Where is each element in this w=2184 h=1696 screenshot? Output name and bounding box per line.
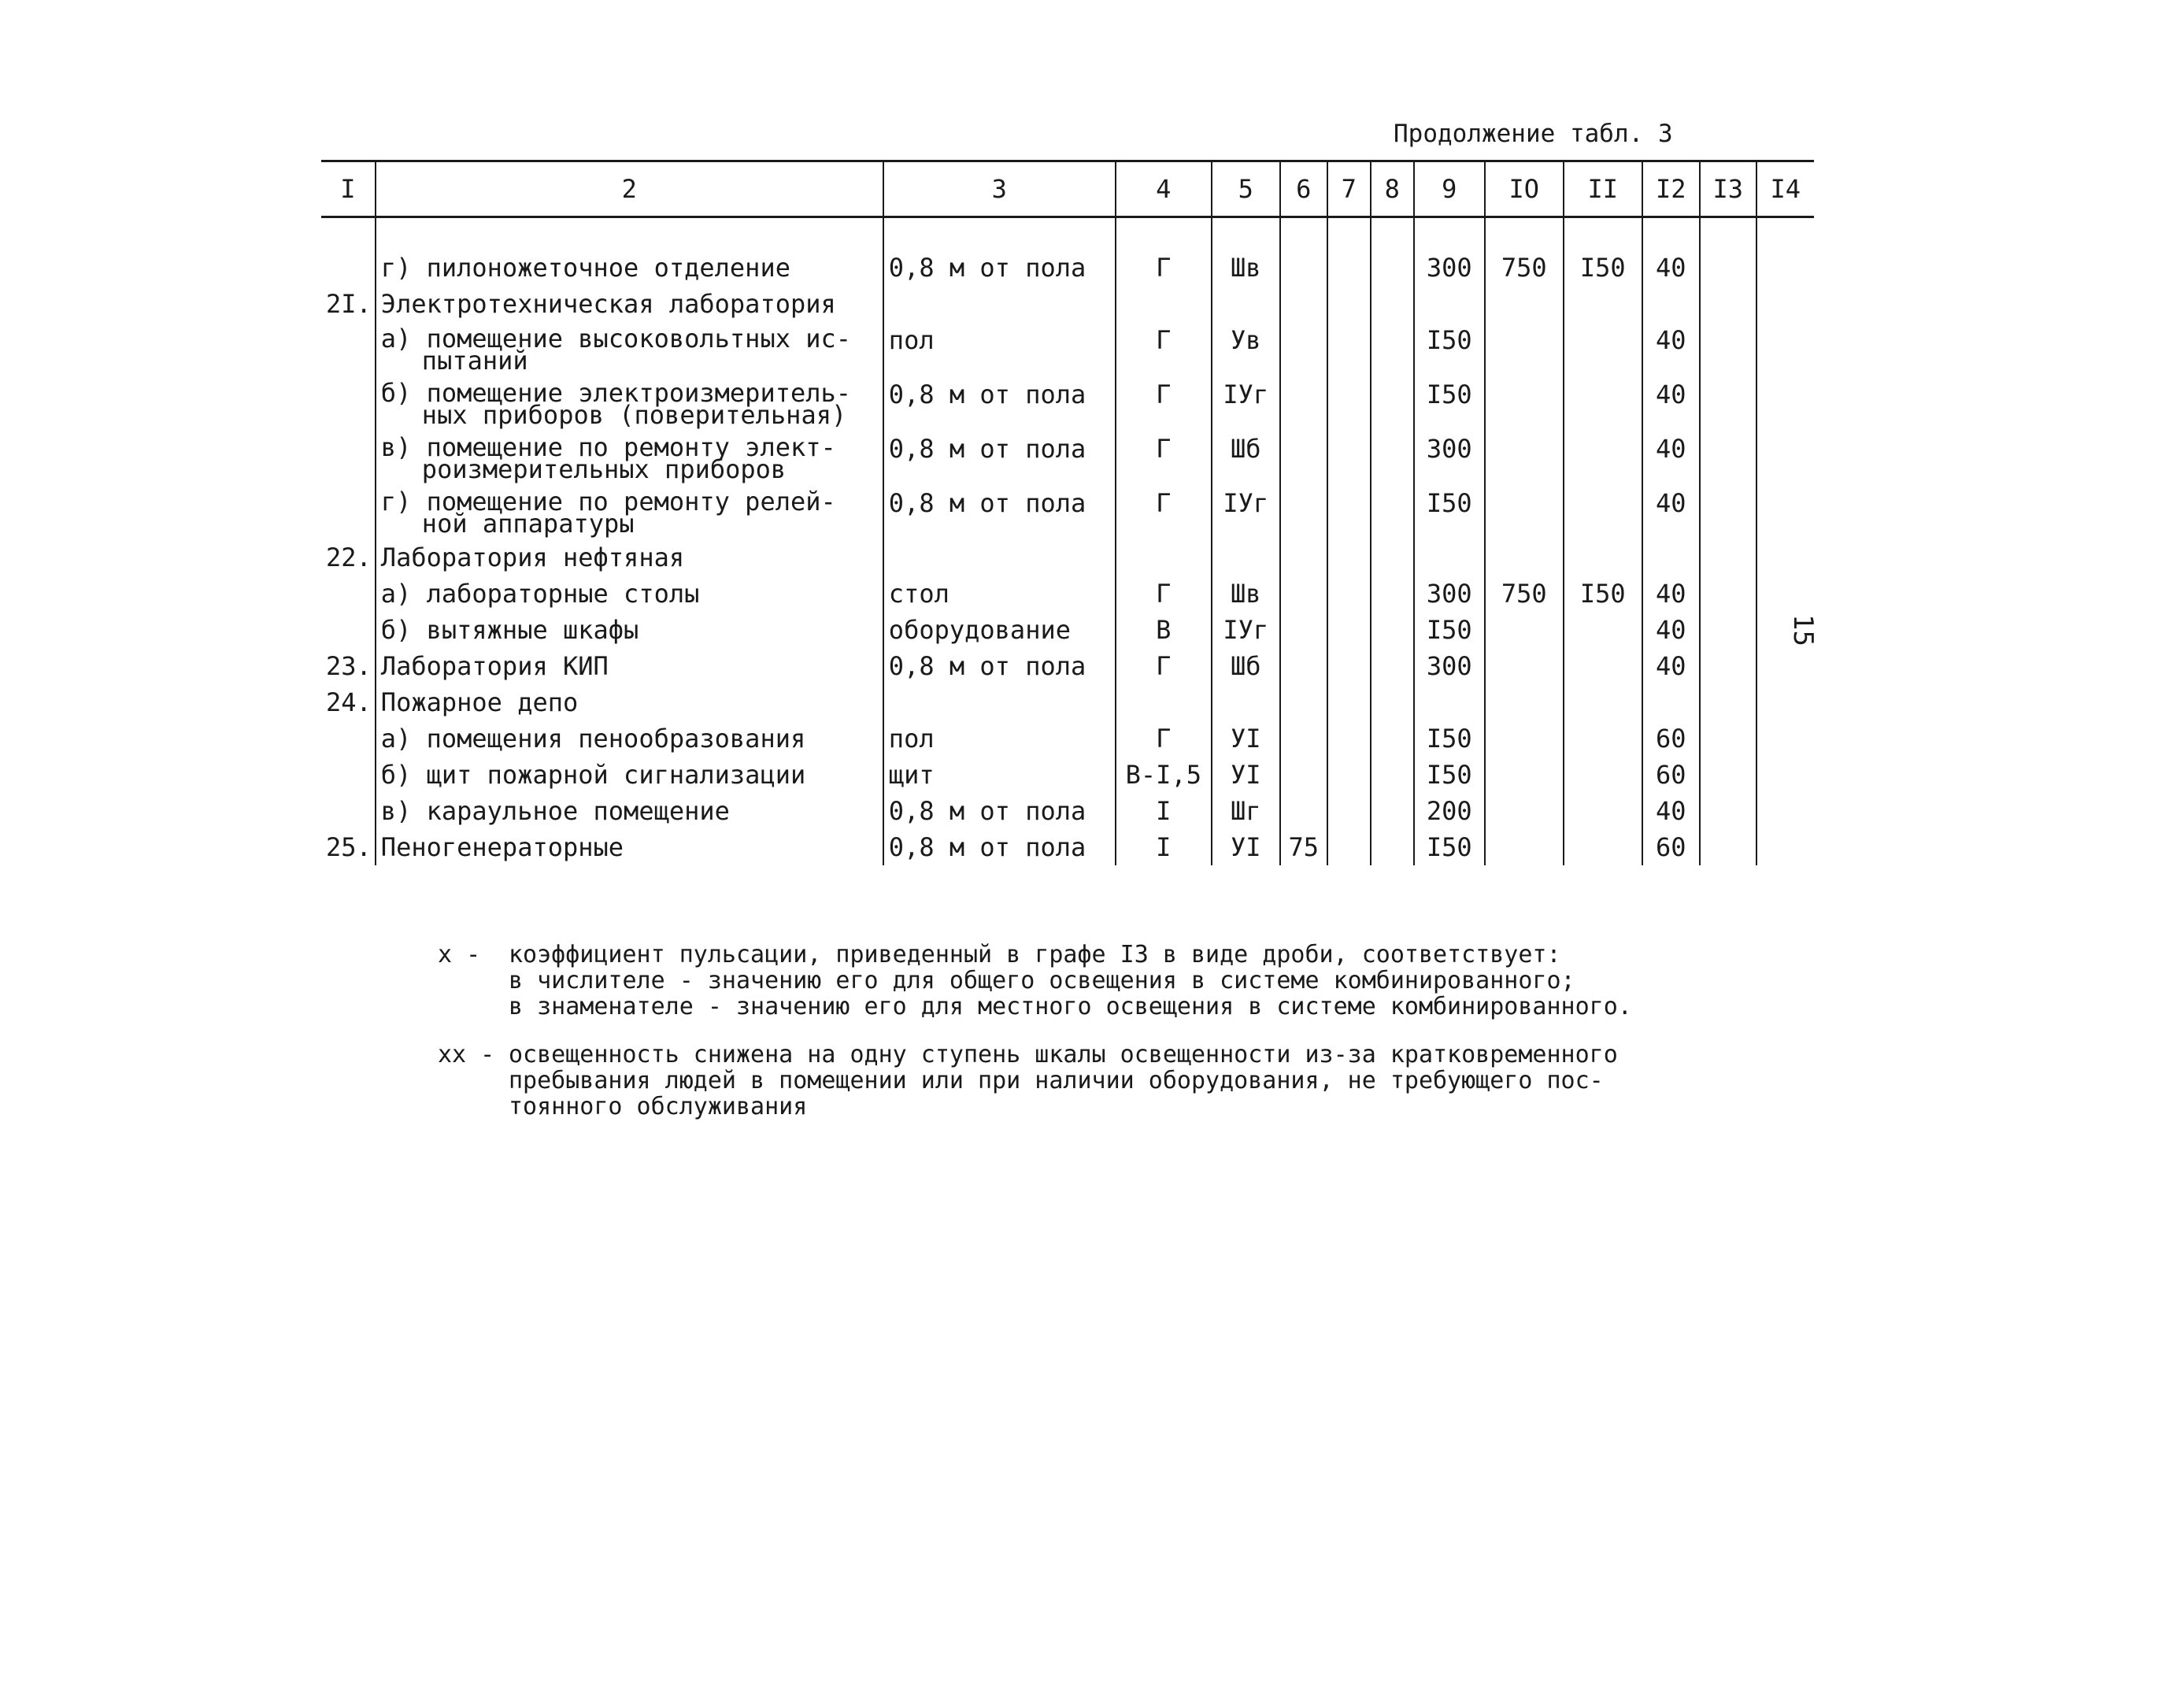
table-cell: [1280, 431, 1327, 485]
table-cell: [1756, 648, 1814, 684]
table-cell: [321, 376, 376, 431]
table-cell: 40: [1642, 322, 1700, 376]
table-cell: [1327, 720, 1371, 757]
table-cell: 25.: [326, 832, 372, 862]
column-header: I2: [1642, 161, 1700, 217]
table-cell: 40: [1642, 648, 1700, 684]
table-cell: [1485, 648, 1564, 684]
table-cell: Г: [1116, 376, 1212, 431]
table-row: [321, 431, 1814, 485]
table-cell: [1756, 720, 1814, 757]
table-cell: IУг: [1212, 485, 1280, 539]
table-cell: Шв: [1212, 576, 1280, 612]
table-cell: [376, 829, 883, 865]
table-cell: [376, 793, 883, 829]
table-cell: 300: [1414, 250, 1485, 286]
header-row: [321, 161, 1814, 217]
column-header: 2: [376, 161, 883, 217]
table-row: [321, 376, 1814, 431]
table-row: [321, 684, 1814, 720]
table-cell: I50: [1414, 829, 1485, 865]
table-row: [321, 829, 1814, 865]
table-cell: 75: [1280, 829, 1327, 865]
table-cell: [376, 286, 883, 322]
table-cell: [1327, 793, 1371, 829]
table-cell: [1280, 648, 1327, 684]
table-cell: Г: [1116, 431, 1212, 485]
table-cell: [1564, 286, 1642, 322]
table-cell: [1371, 286, 1414, 322]
cell-line: б) вытяжные шкафы: [380, 615, 639, 645]
table-cell: [1327, 539, 1371, 576]
table-cell: оборудование: [883, 612, 1116, 648]
footnote-line: освещенность снижена на одну ступень шкалы освещенности из-за кратковременного: [509, 1041, 1618, 1068]
table-cell: [1371, 612, 1414, 648]
table-cell: [1756, 250, 1814, 286]
column-header: 9: [1414, 161, 1485, 217]
table-cell: [1371, 757, 1414, 793]
footnote-line: пребывания людей в помещении или при наличии оборудования, не требующего пос-: [509, 1067, 1604, 1094]
table-cell: щит: [883, 757, 1116, 793]
table-cell: I50: [1564, 250, 1642, 286]
table-cell: 200: [1414, 793, 1485, 829]
table-cell: [1371, 539, 1414, 576]
table-cell: [1756, 485, 1814, 539]
table-cell: [1280, 612, 1327, 648]
table-cell: [1371, 376, 1414, 431]
cell-line: а) лабораторные столы: [380, 579, 700, 609]
cell-line: пытаний: [421, 346, 528, 376]
table-cell: [376, 648, 883, 684]
table-cell: 23.: [326, 651, 372, 681]
table-cell: [1280, 250, 1327, 286]
table-cell: 40: [1642, 485, 1700, 539]
table-row: [321, 286, 1814, 322]
table-row: [321, 576, 1814, 612]
table-cell: [1756, 757, 1814, 793]
cell-line: в) помещение по ремонту элект-: [380, 432, 836, 462]
table-cell: [1280, 376, 1327, 431]
table-cell: [1642, 286, 1700, 322]
table-cell: 0,8 м от пола: [883, 376, 1116, 431]
table-cell: [321, 612, 376, 648]
table-cell: [1371, 648, 1414, 684]
footnote: [438, 942, 1784, 1020]
table-cell: [1371, 576, 1414, 612]
table-cell: [1280, 684, 1327, 720]
spacer-row: [321, 217, 1814, 250]
table-cell: 22.: [326, 542, 372, 572]
table-cell: [1371, 485, 1414, 539]
table-cell: [1116, 684, 1212, 720]
table-cell: 60: [1642, 720, 1700, 757]
table-cell: [1280, 485, 1327, 539]
table-cell: [1564, 757, 1642, 793]
table-cell: УI: [1212, 757, 1280, 793]
table-cell: [321, 322, 376, 376]
table-cell: [1756, 829, 1814, 865]
table-cell: 0,8 м от пола: [883, 431, 1116, 485]
table-cell: [1564, 648, 1642, 684]
table-cell: [1700, 720, 1756, 757]
table-cell: [321, 757, 376, 793]
table-cell: 0,8 м от пола: [883, 485, 1116, 539]
table-cell: 0,8 м от пола: [883, 250, 1116, 286]
footnote-text: [509, 942, 1784, 1020]
table-cell: [1700, 829, 1756, 865]
table-cell: [376, 322, 883, 376]
cell-line: Лаборатория нефтяная: [380, 542, 685, 572]
table-cell: [1371, 431, 1414, 485]
table-cell: [1414, 684, 1485, 720]
table-cell: [1485, 612, 1564, 648]
table-cell: [1485, 793, 1564, 829]
table-cell: [376, 431, 883, 485]
table-cell: [1212, 684, 1280, 720]
table-cell: [1280, 793, 1327, 829]
table-cell: [1414, 286, 1485, 322]
table-cell: 0,8 м от пола: [883, 648, 1116, 684]
table-cell: УI: [1212, 829, 1280, 865]
footnote-text: [509, 1042, 1784, 1120]
table-row: [321, 793, 1814, 829]
table-cell: 40: [1642, 576, 1700, 612]
table-cell: 0,8 м от пола: [883, 829, 1116, 865]
table-cell: В-I,5: [1116, 757, 1212, 793]
table-cell: [321, 250, 376, 286]
table-cell: [883, 684, 1116, 720]
table-cell: I50: [1414, 485, 1485, 539]
table-cell: [1564, 829, 1642, 865]
table-cell: 40: [1642, 250, 1700, 286]
table-cell: 750: [1485, 250, 1564, 286]
table-cell: [1485, 286, 1564, 322]
table-cell: [1700, 684, 1756, 720]
table-cell: [321, 431, 376, 485]
cell-line: б) помещение электроизмеритель-: [380, 378, 852, 408]
table-cell: 300: [1414, 431, 1485, 485]
cell-line: а) помещения пенообразования: [380, 724, 806, 754]
table-cell: IУг: [1212, 376, 1280, 431]
table-cell: I: [1116, 793, 1212, 829]
footnote-line: коэффициент пульсации, приведенный в графе I3 в виде дроби, соответствует:: [509, 941, 1561, 968]
table-cell: [1371, 684, 1414, 720]
table-cell: [1280, 576, 1327, 612]
table-cell: I50: [1414, 757, 1485, 793]
table-cell: I: [1116, 829, 1212, 865]
table-cell: Г: [1116, 720, 1212, 757]
table-cell: 24.: [326, 687, 372, 717]
table-cell: [1564, 485, 1642, 539]
table-cell: [376, 757, 883, 793]
table-cell: [1327, 612, 1371, 648]
table-cell: [1700, 250, 1756, 286]
table-cell: [376, 485, 883, 539]
table-cell: [1485, 757, 1564, 793]
table-cell: IУг: [1212, 612, 1280, 648]
cell-line: роизмерительных приборов: [421, 454, 787, 484]
table-cell: I50: [1414, 322, 1485, 376]
table-cell: [883, 286, 1116, 322]
table-cell: [1700, 539, 1756, 576]
footnote-line: тоянного обслуживания: [509, 1093, 808, 1120]
cell-line: Лаборатория КИП: [380, 651, 609, 681]
footnotes: [438, 942, 1784, 1142]
table-cell: [1485, 485, 1564, 539]
column-header: II: [1564, 161, 1642, 217]
table-cell: Шб: [1212, 648, 1280, 684]
table-cell: 750: [1485, 576, 1564, 612]
table-cell: [1327, 485, 1371, 539]
table-cell: [1642, 539, 1700, 576]
table-cell: Г: [1116, 576, 1212, 612]
table-cell: [1700, 793, 1756, 829]
table-cell: [1485, 539, 1564, 576]
table-cell: [1327, 431, 1371, 485]
column-header: I4: [1756, 161, 1814, 217]
table-row: [321, 720, 1814, 757]
footnote-line: в знаменателе - значению его для местного освещения в системе комбинированного.: [509, 993, 1632, 1020]
table-row: [321, 612, 1814, 648]
table-cell: [1564, 431, 1642, 485]
table-cell: [1280, 322, 1327, 376]
table-cell: [1212, 286, 1280, 322]
footnote-mark: хх -: [438, 1041, 495, 1068]
table-cell: пол: [883, 720, 1116, 757]
table-cell: [1371, 250, 1414, 286]
table-cell: [1327, 829, 1371, 865]
table-row: [321, 539, 1814, 576]
table-cell: [1280, 757, 1327, 793]
table-cell: [1485, 322, 1564, 376]
table-cell: [1327, 250, 1371, 286]
table-cell: [1700, 286, 1756, 322]
table-cell: [1700, 757, 1756, 793]
cell-line: б) щит пожарной сигнализации: [380, 760, 806, 790]
table-cell: [376, 684, 883, 720]
page-number: 15: [1787, 614, 1819, 646]
table-cell: [1642, 684, 1700, 720]
column-header: 3: [883, 161, 1116, 217]
table-cell: [1700, 376, 1756, 431]
table-cell: 40: [1642, 376, 1700, 431]
table-cell: 40: [1642, 431, 1700, 485]
table-row: [321, 757, 1814, 793]
column-header: IO: [1485, 161, 1564, 217]
table-cell: [1485, 376, 1564, 431]
table-cell: [1327, 322, 1371, 376]
table-cell: [1564, 539, 1642, 576]
table-cell: пол: [883, 322, 1116, 376]
table-cell: Г: [1116, 322, 1212, 376]
column-header: I: [321, 161, 376, 217]
table-cell: [1116, 286, 1212, 322]
table-cell: Г: [1116, 485, 1212, 539]
table-cell: 300: [1414, 576, 1485, 612]
column-header: 7: [1327, 161, 1371, 217]
table-cell: [1327, 648, 1371, 684]
table-cell: [1756, 684, 1814, 720]
table-cell: стол: [883, 576, 1116, 612]
footnote-line: в числителе - значению его для общего освещения в системе комбинированного;: [509, 967, 1575, 994]
table-cell: 300: [1414, 648, 1485, 684]
column-header: 5: [1212, 161, 1280, 217]
table-cell: [1564, 376, 1642, 431]
column-header: 4: [1116, 161, 1212, 217]
table-cell: [1700, 322, 1756, 376]
cell-line: г) пилоножеточное отделение: [380, 253, 790, 283]
table-cell: [376, 250, 883, 286]
table-cell: УI: [1212, 720, 1280, 757]
lighting-table: [321, 160, 1814, 865]
table-cell: Г: [1116, 250, 1212, 286]
footnote: [438, 1042, 1784, 1120]
cell-line: а) помещение высоковольтных ис-: [380, 324, 852, 354]
table-cell: [1756, 376, 1814, 431]
table-cell: [1564, 720, 1642, 757]
table-cell: В: [1116, 612, 1212, 648]
table-caption: Продолжение табл. 3: [1394, 120, 1673, 148]
table-cell: [1371, 720, 1414, 757]
table-cell: [376, 720, 883, 757]
cell-line: г) помещение по ремонту релей-: [380, 487, 836, 517]
table-cell: [1756, 322, 1814, 376]
table-cell: [1756, 286, 1814, 322]
table-cell: [376, 376, 883, 431]
table-cell: 40: [1642, 793, 1700, 829]
table-cell: Шг: [1212, 793, 1280, 829]
table-row: [321, 485, 1814, 539]
table-cell: I50: [1414, 720, 1485, 757]
table-cell: [1327, 576, 1371, 612]
table-cell: [1327, 286, 1371, 322]
table-cell: [1700, 485, 1756, 539]
table-cell: [1756, 576, 1814, 612]
table-cell: [1280, 286, 1327, 322]
cell-line: в) караульное помещение: [380, 796, 730, 826]
table-cell: I50: [1564, 576, 1642, 612]
column-header: I3: [1700, 161, 1756, 217]
table-cell: I50: [1414, 376, 1485, 431]
table-cell: [1485, 829, 1564, 865]
table-cell: [1756, 431, 1814, 485]
table-cell: [321, 720, 376, 757]
table-cell: [1756, 793, 1814, 829]
table-row: [321, 648, 1814, 684]
table-cell: [321, 485, 376, 539]
cell-line: Пожарное депо: [380, 687, 579, 717]
table-cell: [1756, 539, 1814, 576]
table-cell: [376, 576, 883, 612]
table-cell: 60: [1642, 829, 1700, 865]
table-cell: [1700, 576, 1756, 612]
table-cell: [1564, 684, 1642, 720]
table-cell: [1280, 539, 1327, 576]
column-header: 6: [1280, 161, 1327, 217]
table-cell: [1564, 322, 1642, 376]
table-cell: Г: [1116, 648, 1212, 684]
table-row: [321, 250, 1814, 286]
cell-line: ной аппаратуры: [421, 509, 635, 539]
table-cell: [1327, 376, 1371, 431]
table-cell: 60: [1642, 757, 1700, 793]
table-cell: Шв: [1212, 250, 1280, 286]
cell-line: ных приборов (поверительная): [421, 400, 847, 430]
table-cell: 2I.: [326, 289, 372, 319]
table-cell: [1414, 539, 1485, 576]
table-cell: [1327, 684, 1371, 720]
table-cell: [1212, 539, 1280, 576]
table-cell: [1116, 539, 1212, 576]
cell-line: Электротехническая лаборатория: [380, 289, 836, 319]
column-header: 8: [1371, 161, 1414, 217]
table-cell: [883, 539, 1116, 576]
table-cell: [1485, 684, 1564, 720]
table-row: [321, 322, 1814, 376]
table-cell: [376, 612, 883, 648]
cell-line: Пеногенераторные: [380, 832, 624, 862]
table-cell: [1564, 612, 1642, 648]
table-cell: 40: [1642, 612, 1700, 648]
table-cell: Шб: [1212, 431, 1280, 485]
table-cell: I50: [1414, 612, 1485, 648]
table-cell: [1700, 431, 1756, 485]
table-cell: [1371, 322, 1414, 376]
table-cell: [1371, 829, 1414, 865]
table-cell: [376, 539, 883, 576]
table-cell: Ув: [1212, 322, 1280, 376]
table-cell: [1485, 720, 1564, 757]
table-cell: [1564, 793, 1642, 829]
table-cell: [1327, 757, 1371, 793]
table-cell: [1700, 612, 1756, 648]
table-cell: [1371, 793, 1414, 829]
table-cell: 0,8 м от пола: [883, 793, 1116, 829]
footnote-mark: х -: [438, 941, 481, 968]
table-cell: [1280, 720, 1327, 757]
table-cell: [1485, 431, 1564, 485]
table-cell: [1700, 648, 1756, 684]
table-cell: [321, 793, 376, 829]
table-cell: [321, 576, 376, 612]
